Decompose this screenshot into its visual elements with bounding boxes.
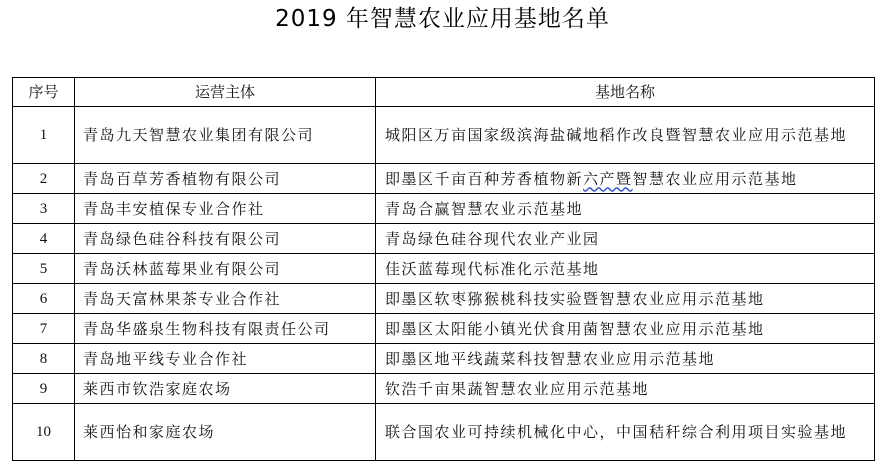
row-operator: 青岛天富林果茶专业合作社 xyxy=(75,284,376,314)
row-operator: 青岛百草芳香植物有限公司 xyxy=(75,164,376,194)
row-operator: 莱西怡和家庭农场 xyxy=(75,404,376,461)
table-row xyxy=(13,284,875,314)
table-row xyxy=(13,374,875,404)
row-base-name: 即墨区地平线蔬菜科技智慧农业应用示范基地 xyxy=(376,344,875,374)
row-number: 8 xyxy=(13,344,75,374)
header-operator: 运营主体 xyxy=(75,78,376,107)
row-base-name: 钦浩千亩果蔬智慧农业应用示范基地 xyxy=(376,374,875,404)
row-number: 9 xyxy=(13,374,75,404)
base-name-part: 智慧农业应用示范基地 xyxy=(632,169,798,188)
row-number: 4 xyxy=(13,224,75,254)
row-operator: 莱西市钦浩家庭农场 xyxy=(75,374,376,404)
table-header-row xyxy=(13,78,875,107)
row-operator: 青岛华盛泉生物科技有限责任公司 xyxy=(75,314,376,344)
table-row xyxy=(13,164,875,194)
table-row xyxy=(13,404,875,461)
header-number: 序号 xyxy=(13,78,75,107)
row-number: 5 xyxy=(13,254,75,284)
row-number: 3 xyxy=(13,194,75,224)
row-base-name: 青岛合赢智慧农业示范基地 xyxy=(376,194,875,224)
table-row xyxy=(13,224,875,254)
table-row xyxy=(13,254,875,284)
row-base-name: 即墨区软枣猕猴桃科技实验暨智慧农业应用示范基地 xyxy=(376,284,875,314)
row-base-name: 佳沃蓝莓现代标准化示范基地 xyxy=(376,254,875,284)
row-operator: 青岛九天智慧农业集团有限公司 xyxy=(75,107,376,164)
row-base-name: 城阳区万亩国家级滨海盐碱地稻作改良暨智慧农业应用示范基地 xyxy=(376,107,875,164)
page-title: 2019 年智慧农业应用基地名单 xyxy=(275,6,610,32)
row-number: 7 xyxy=(13,314,75,344)
base-list-table xyxy=(12,77,875,461)
row-number: 10 xyxy=(13,404,75,461)
row-base-name: 即墨区太阳能小镇光伏食用菌智慧农业应用示范基地 xyxy=(376,314,875,344)
row-operator: 青岛绿色硅谷科技有限公司 xyxy=(75,224,376,254)
row-number: 6 xyxy=(13,284,75,314)
base-name-part: 即墨区千亩百种芳香植物新 xyxy=(385,169,584,188)
row-base-name xyxy=(376,164,875,194)
row-number: 2 xyxy=(13,164,75,194)
table-row xyxy=(13,314,875,344)
row-operator: 青岛地平线专业合作社 xyxy=(75,344,376,374)
row-operator: 青岛丰安植保专业合作社 xyxy=(75,194,376,224)
row-base-name: 青岛绿色硅谷现代农业产业园 xyxy=(376,224,875,254)
table-row xyxy=(13,107,875,164)
spellcheck-marked-text: 六产暨 xyxy=(583,169,633,188)
table-row xyxy=(13,344,875,374)
table-row xyxy=(13,194,875,224)
header-base-name: 基地名称 xyxy=(376,78,875,107)
row-number: 1 xyxy=(13,107,75,164)
row-base-name: 联合国农业可持续机械化中心，中国秸秆综合利用项目实验基地 xyxy=(376,404,875,461)
row-operator: 青岛沃林蓝莓果业有限公司 xyxy=(75,254,376,284)
